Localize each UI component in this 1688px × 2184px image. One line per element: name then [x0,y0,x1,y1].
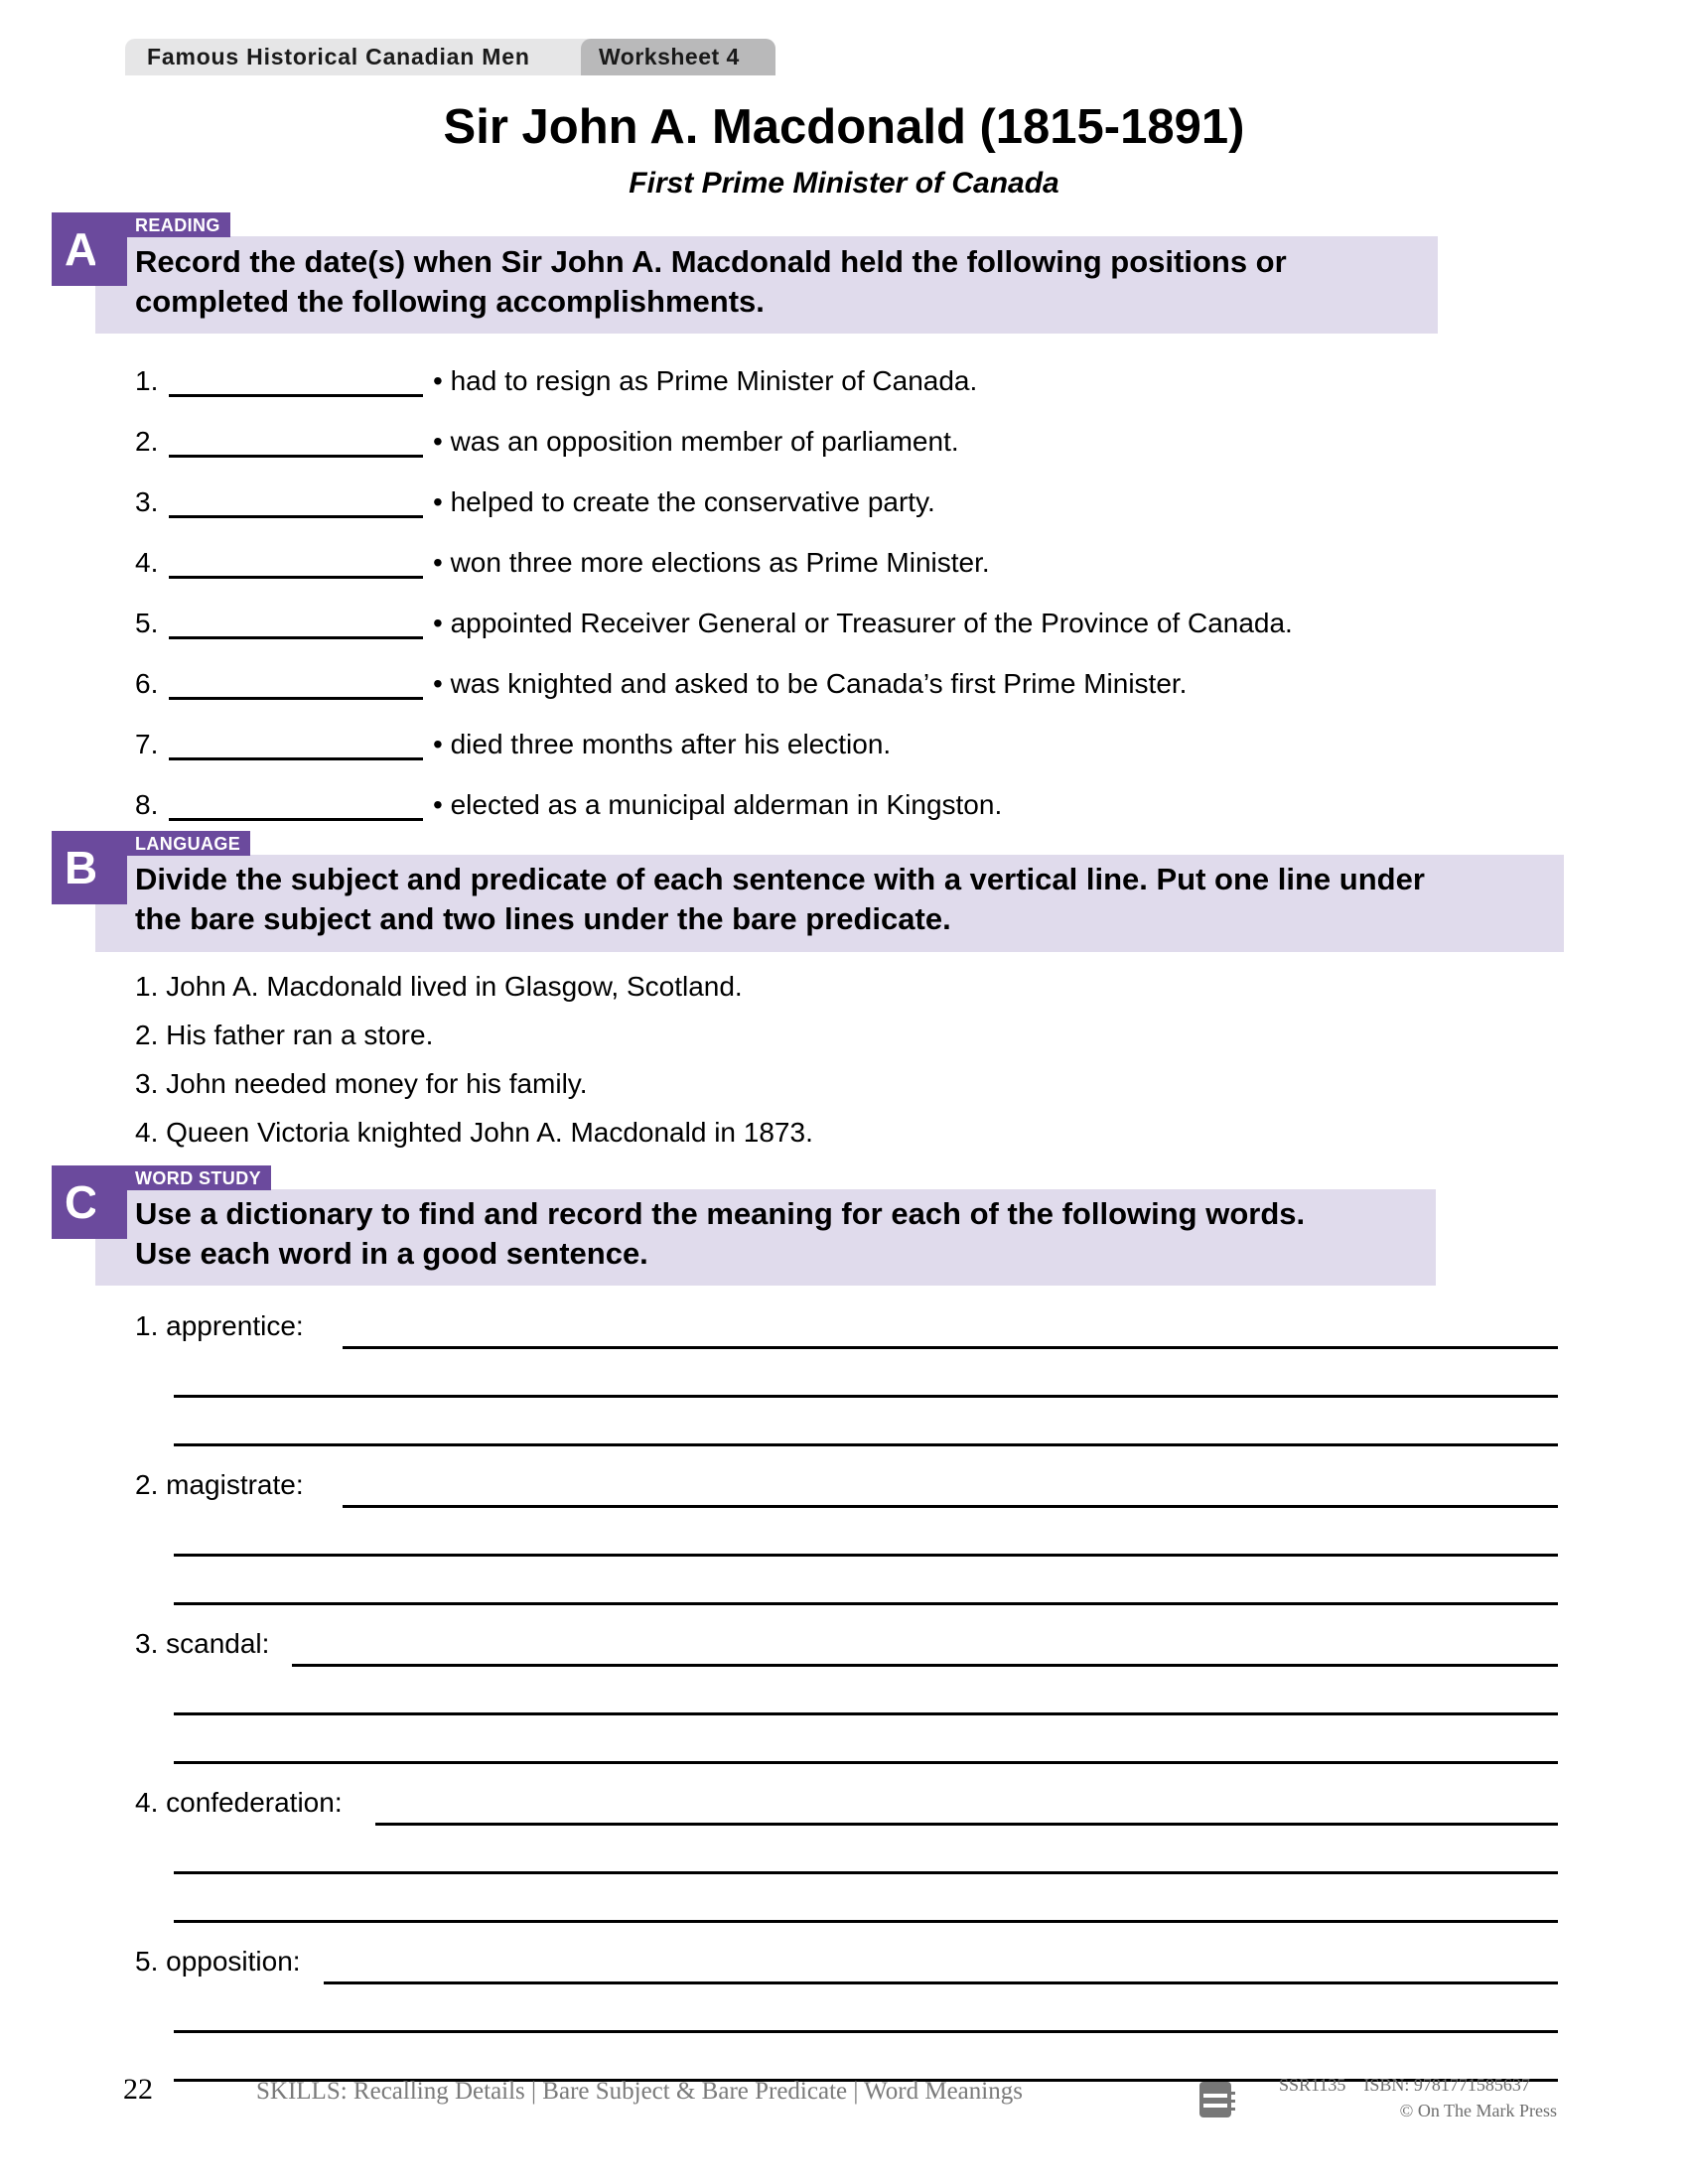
product-code-text: SSR1135 [1279,2075,1346,2095]
item-text: • elected as a municipal alderman in Kingston. [433,789,1003,820]
item-text: • had to resign as Prime Minister of Canada. [433,365,978,396]
date-blank[interactable] [169,668,423,700]
answer-line[interactable] [174,1712,1558,1715]
word-label: 5. opposition: [135,1946,301,1977]
instruction-line: completed the following accomplishments. [135,284,765,319]
answer-line[interactable] [174,1602,1558,1605]
item-text: • won three more elections as Prime Minister. [433,547,990,578]
section-c-slant [95,1189,117,1239]
page-subtitle: First Prime Minister of Canada [629,167,1059,200]
date-item [135,660,1187,700]
item-number: 7. [135,729,159,759]
answer-line[interactable] [174,1395,1558,1398]
instruction-line: Use each word in a good sentence. [135,1236,648,1271]
section-c-tag: WORD STUDY [52,1165,271,1190]
item-text: • helped to create the conservative party. [433,486,935,517]
item-text: • died three months after his election. [433,729,892,759]
instruction-line: Use a dictionary to find and record the meaning for each of the following words. [135,1196,1306,1231]
date-blank[interactable] [169,365,423,397]
item-text: • appointed Receiver General or Treasurer of the Province of Canada. [433,608,1293,638]
section-b-slant [95,855,117,904]
instruction-line: Record the date(s) when Sir John A. Macdonald held the following positions or [135,244,1287,279]
item-number: 3. [135,486,159,517]
sentence-item: 1. John A. Macdonald lived in Glasgow, Scotland. [135,971,743,1002]
word-label: 1. apprentice: [135,1310,304,1341]
answer-line[interactable] [343,1505,1558,1508]
item-text: • was knighted and asked to be Canada’s first Prime Minister. [433,668,1188,699]
date-item [135,418,959,458]
sentence-item: 3. John needed money for his family. [135,1068,588,1099]
date-blank[interactable] [169,789,423,821]
word-label: 3. scandal: [135,1628,270,1659]
date-item [135,781,1002,821]
sentence-item: 4. Queen Victoria knighted John A. Macdonald in 1873. [135,1117,813,1148]
item-number: 4. [135,547,159,578]
date-item [135,357,977,397]
item-number: 1. [135,365,159,396]
item-number: 2. [135,426,159,457]
answer-line[interactable] [292,1664,1558,1667]
answer-line[interactable] [343,1346,1558,1349]
date-blank[interactable] [169,426,423,458]
date-blank[interactable] [169,486,423,518]
instruction-line: the bare subject and two lines under the bare predicate. [135,901,951,936]
section-a-instructions [135,242,1287,322]
sentence-item: 2. His father ran a store. [135,1020,434,1050]
section-b-letter: B [52,831,127,904]
answer-line[interactable] [174,2030,1558,2033]
date-item [135,721,891,760]
product-code [1279,2075,1530,2096]
section-b-instructions [135,860,1425,939]
date-blank[interactable] [169,608,423,639]
section-b-tag: LANGUAGE [52,831,250,856]
section-c-letter: C [52,1165,127,1239]
instruction-line: Divide the subject and predicate of each sentence with a vertical line. Put one line under [135,862,1425,896]
section-c-instructions [135,1194,1305,1274]
item-text: • was an opposition member of parliament. [433,426,959,457]
section-a-tag: READING [52,212,230,237]
date-blank[interactable] [169,729,423,760]
skills-text: SKILLS: Recalling Details | Bare Subject & Bare Predicate | Word Meanings [256,2078,1023,2105]
section-a-slant [95,236,117,286]
date-blank[interactable] [169,547,423,579]
date-item [135,478,935,518]
answer-line[interactable] [375,1823,1558,1826]
isbn-text: ISBN: 9781771585637 [1363,2075,1530,2095]
word-label: 4. confederation: [135,1787,343,1818]
answer-line[interactable] [324,1981,1558,1984]
header-tab [125,39,775,75]
answer-line[interactable] [174,1443,1558,1446]
worksheet-label: Worksheet 4 [581,39,775,75]
book-icon [1199,2082,1237,2117]
answer-line[interactable] [174,1871,1558,1874]
page-number: 22 [123,2073,153,2106]
copyright: © On The Mark Press [1399,2101,1557,2120]
date-item [135,600,1293,639]
word-label: 2. magistrate: [135,1469,304,1500]
answer-line[interactable] [174,1920,1558,1923]
date-item [135,539,990,579]
answer-line[interactable] [174,1761,1558,1764]
section-a-letter: A [52,212,127,286]
item-number: 6. [135,668,159,699]
item-number: 8. [135,789,159,820]
item-number: 5. [135,608,159,638]
series-title: Famous Historical Canadian Men [147,44,530,69]
answer-line[interactable] [174,1554,1558,1557]
page-title: Sir John A. Macdonald (1815-1891) [443,100,1245,154]
